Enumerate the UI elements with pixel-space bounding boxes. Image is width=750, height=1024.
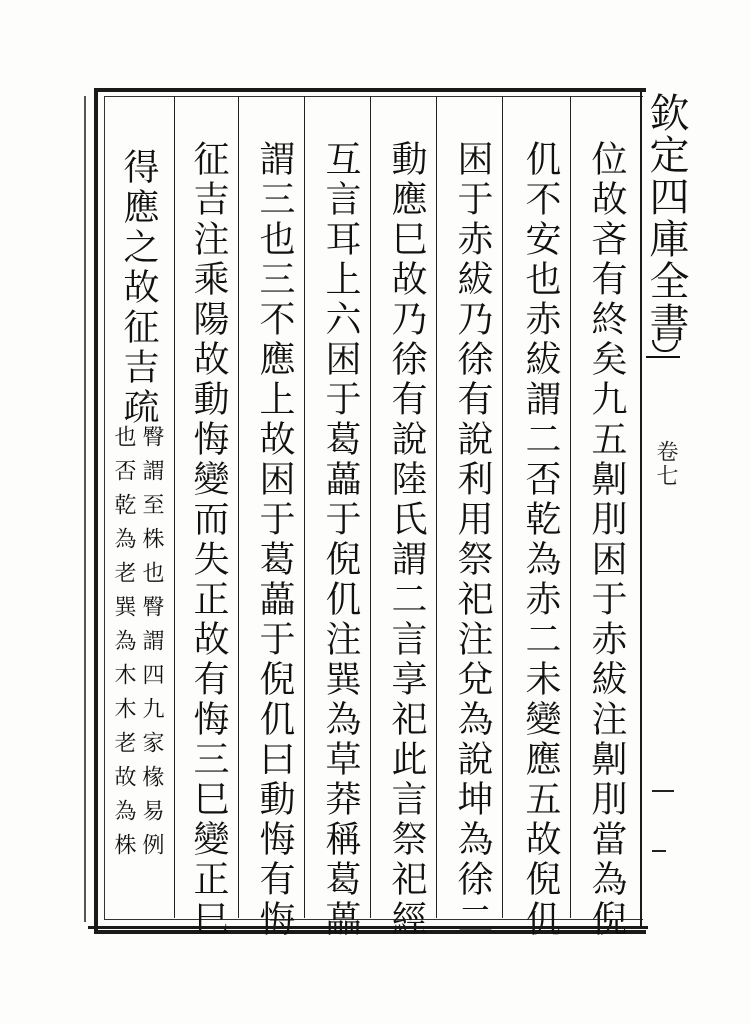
margin-tick: [652, 850, 666, 852]
column-rule: [570, 96, 571, 918]
column-rule: [238, 96, 239, 918]
text-column-6: 謂三也三不應上故困于葛藟于倪仉曰動悔有悔: [254, 140, 295, 940]
column-rule: [436, 96, 437, 918]
text-column-5: 互言耳上六困于葛藟于倪仉注巽為草莽稱葛藟: [320, 140, 361, 940]
book-title: 欽定四庫全書: [643, 92, 689, 344]
annotation-left: 也否乾為老巽為木木老故為株: [111, 425, 136, 867]
text-column-4: 動應巳故乃徐有說陸氏謂二言享祀此言祭祀經: [386, 140, 427, 940]
text-column-2: 仉不安也赤紱謂二否乾為赤二未變應五故倪仉: [520, 140, 561, 940]
margin-tick: [652, 790, 674, 792]
text-column-3: 困于赤紱乃徐有說利用祭祀注兌為說坤為徐二: [452, 140, 493, 940]
left-margin-line: [84, 96, 86, 922]
column-rule: [370, 96, 371, 918]
bottom-border: [88, 926, 648, 929]
fishtail-mark: [646, 336, 680, 358]
column-rule: [502, 96, 503, 918]
column-rule: [304, 96, 305, 918]
volume-label: 卷七: [653, 440, 678, 488]
inner-frame: [104, 96, 643, 920]
text-column-8: 得應之故征吉疏: [118, 148, 159, 428]
column-rule: [174, 96, 175, 918]
side-margin-rule: [640, 88, 642, 926]
text-column-1: 位故吝有終矣九五劓刖困于赤紱注劓刖當為倪: [586, 140, 627, 940]
annotation-right: 臀謂至株也臀謂四九家椽易例: [139, 425, 164, 867]
text-column-7: 征吉注乘陽故動悔變而失正故有悔三巳變正巳: [188, 140, 229, 940]
